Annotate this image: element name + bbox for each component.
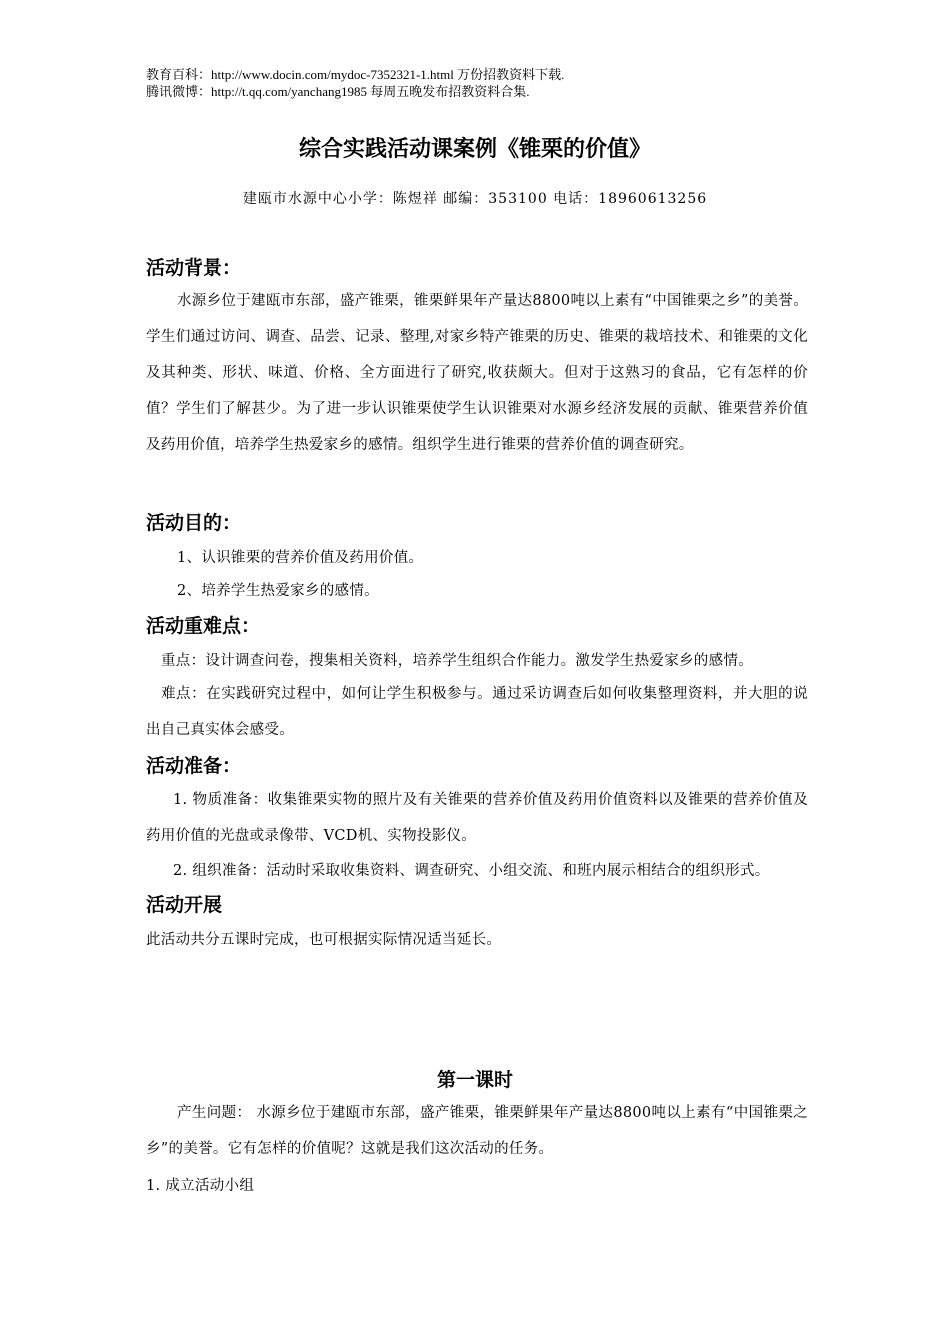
goal-item-1: 1、认识锥栗的营养价值及药用价值。 xyxy=(177,550,424,566)
preparation-organization: 2. 组织准备：活动时采取收集资料、调查研究、小组交流、和班内展示相结合的组织形式。 xyxy=(173,863,770,879)
background-paragraph: 水源乡位于建瓯市东部，盛产锥栗，锥栗鲜果年产量达8800吨以上素有“中国锥栗之乡”的美誉。学生们通过访问、调查、品尝、记录、整理,对家乡特产锥栗的历史、锥栗的栽培技术、和锥栗的文化及其种类、形状、味道、价格、全方面进行了研究,收获颇大。但对于这熟习的食品，它有怎样的价值？学生们了解甚少。为了进一步认识锥栗使学生认识锥栗对水源乡经济发展的贡献、锥栗营养价值及药用价值，培养学生热爱家乡的感情。组织学生进行锥栗的营养价值的调查研究。 xyxy=(146,293,808,453)
document-title: 综合实践活动课案例《锥栗的价值》 xyxy=(298,137,651,162)
activity-paragraph: 此活动共分五课时完成，也可根据实际情况适当延长。 xyxy=(146,932,502,948)
author-line: 建瓯市水源中心小学：陈煜祥 邮编：353100 电话：18960613256 xyxy=(242,191,708,207)
heading-preparation: 活动准备： xyxy=(146,755,242,777)
heading-key-points: 活动重难点： xyxy=(146,615,261,637)
lesson-1-title: 第一课时 xyxy=(436,1069,513,1091)
preparation-material: 1. 物质准备：收集锥栗实物的照片及有关锥栗的营养价值及药用价值资料以及锥栗的营养价值及药用价值的光盘或录像带、VCD机、实物投影仪。 xyxy=(146,792,808,844)
header-line-docin: 教育百科：http://www.docin.com/mydoc-7352321-1.html 万份招教资料下载. xyxy=(146,67,565,82)
goal-item-2: 2、培养学生热爱家乡的感情。 xyxy=(177,583,379,599)
key-point-focus: 重点：设计调查问卷，搜集相关资料，培养学生组织合作能力。激发学生热爱家乡的感情。 xyxy=(161,653,753,669)
lesson-1-problem: 产生问题： 水源乡位于建瓯市东部，盛产锥栗，锥栗鲜果年产量达8800吨以上素有“中国锥栗之乡”的美誉。它有怎样的价值呢？这就是我们这次活动的任务。 xyxy=(146,1105,808,1157)
heading-activity: 活动开展 xyxy=(146,894,223,916)
heading-background: 活动背景： xyxy=(146,257,242,279)
heading-goals: 活动目的： xyxy=(146,512,242,534)
lesson-1-step-1: 1. 成立活动小组 xyxy=(146,1178,255,1194)
header-line-weibo: 腾讯微博：http://t.qq.com/yanchang1985 每周五晚发布招教资料合集. xyxy=(146,84,530,99)
key-point-difficulty: 难点：在实践研究过程中，如何让学生积极参与。通过采访调查后如何收集整理资料，并大胆的说出自己真实体会感受。 xyxy=(146,686,808,738)
